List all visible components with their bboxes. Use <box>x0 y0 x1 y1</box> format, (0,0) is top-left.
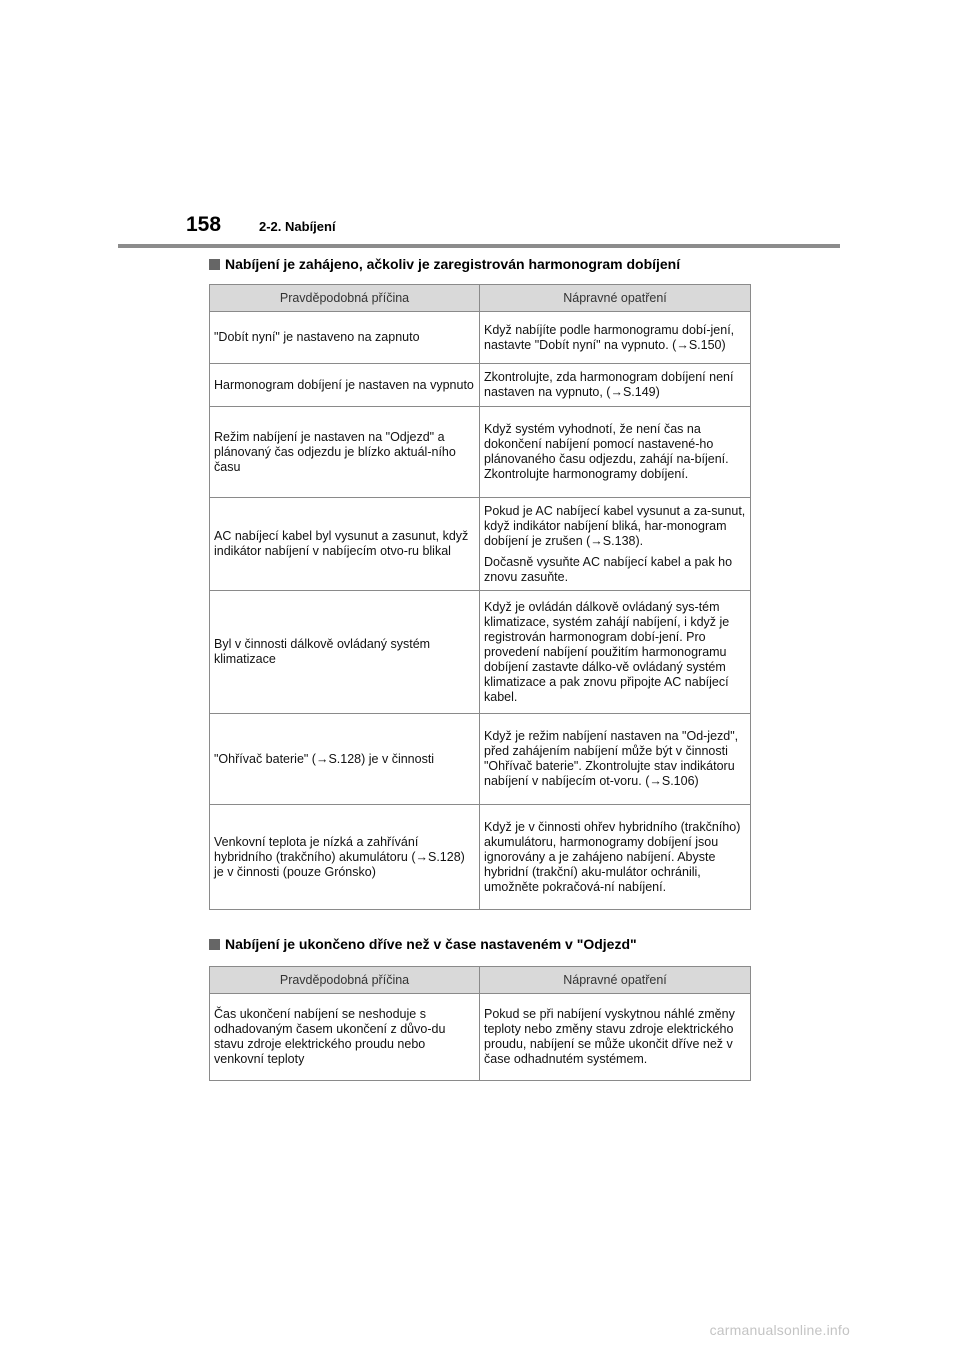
section-heading <box>209 936 637 952</box>
remedy-cell <box>480 805 751 910</box>
remedy-text: Zkontrolujte, zda harmonogram dobíjení není nastaven na vypnuto, (→S.149) <box>484 370 734 399</box>
cause-cell: AC nabíjecí kabel byl vysunut a zasunut, když indikátor nabíjení v nabíjecím otvo-ru blikal <box>210 498 480 591</box>
causes-table-charging-started <box>209 284 751 910</box>
table-row <box>210 591 751 714</box>
cause-cell: Režim nabíjení je nastaven na "Odjezd" a plánovaný čas odjezdu je blízko aktuál-ního času <box>210 407 480 498</box>
section-label: 2-2. Nabíjení <box>259 219 336 234</box>
cause-cell: Harmonogram dobíjení je nastaven na vypnuto <box>210 364 480 407</box>
remedy-cell <box>480 714 751 805</box>
table-header-row <box>210 285 751 312</box>
remedy-cell <box>480 591 751 714</box>
table-row <box>210 805 751 910</box>
cause-cell: "Ohřívač baterie" (→S.128) je v činnosti <box>210 714 480 805</box>
remedy-text: Když je režim nabíjení nastaven na "Od-jezd", před zahájením nabíjení může být v činnosti "Ohřívač baterie". Zkontrolujte stav indikátoru nabíjení v nabíjecím ot-voru. (→S.106) <box>484 729 739 788</box>
remedy-text: Pokud je AC nabíjecí kabel vysunut a za-sunut, když indikátor nabíjení bliká, har-monogram dobíjení je zrušen (→S.138). <box>484 503 746 548</box>
remedy-text: Dočasně vysuňte AC nabíjecí kabel a pak ho znovu zasuňte. <box>484 554 733 584</box>
table-row <box>210 498 751 591</box>
table-row <box>210 407 751 498</box>
section-heading-text: Nabíjení je zahájeno, ačkoliv je zaregistrován harmonogram dobíjení <box>225 256 681 272</box>
remedy-text: Když nabíjíte podle harmonogramu dobí-jení, nastavte "Dobít nyní" na vypnuto. (→S.150) <box>484 322 735 352</box>
square-bullet-icon <box>209 939 220 950</box>
table-row <box>210 994 751 1081</box>
remedy-cell <box>480 498 751 591</box>
cause-cell: Venkovní teplota je nízká a zahřívání hybridního (trakčního) akumulátoru (→S.128) je v činnosti (pouze Grónsko) <box>210 805 480 910</box>
table-row <box>210 364 751 407</box>
remedy-cell <box>480 407 751 498</box>
remedy-cell <box>480 364 751 407</box>
section-heading-text: Nabíjení je ukončeno dříve než v čase nastaveném v "Odjezd" <box>225 936 637 952</box>
causes-table-charging-ended-early <box>209 966 751 1081</box>
cause-cell: Čas ukončení nabíjení se neshoduje s odhadovaným časem ukončení z důvo-du stavu zdroje elektrického proudu nebo venkovní teploty <box>210 994 480 1081</box>
table-row <box>210 714 751 805</box>
cause-cell: Byl v činnosti dálkově ovládaný systém klimatizace <box>210 591 480 714</box>
column-header-cause: Pravděpodobná příčina <box>210 967 480 994</box>
remedy-cell <box>480 994 751 1081</box>
remedy-cell <box>480 312 751 364</box>
remedy-text: Když systém vyhodnotí, že není čas na dokončení nabíjení pomocí nastavené-ho plánovaného času odjezdu, zahájí na-bíjení. Zkontrolujte harmonogramy dobíjení. <box>484 422 729 481</box>
column-header-remedy: Nápravné opatření <box>480 967 751 994</box>
section-heading <box>209 256 680 272</box>
header-rule <box>118 244 840 248</box>
watermark: carmanualsonline.info <box>709 1322 850 1338</box>
square-bullet-icon <box>209 259 220 270</box>
cause-cell: "Dobít nyní" je nastaveno na zapnuto <box>210 312 480 364</box>
page-number: 158 <box>186 213 222 236</box>
table-header-row <box>210 967 751 994</box>
column-header-remedy: Nápravné opatření <box>480 285 751 312</box>
remedy-text: Pokud se při nabíjení vyskytnou náhlé změny teploty nebo změny stavu zdroje elektrického proudu, nabíjení se může ukončit dříve než v čase odhadnutém systémem. <box>484 1007 735 1066</box>
remedy-text: Když je v činnosti ohřev hybridního (trakčního) akumulátoru, harmonogramy dobíjení jsou ignorovány a je zahájeno nabíjení. Abyste hybridní (trakční) aku-mulátor ochránili, umožněte pokračová-ní nabíjení. <box>484 819 741 894</box>
column-header-cause: Pravděpodobná příčina <box>210 285 480 312</box>
remedy-text: Když je ovládán dálkově ovládaný sys-tém klimatizace, systém zahájí nabíjení, i když je registrován harmonogram dobí-jení. Pro provedení nabíjení použitím harmonogramu dobíjení zastavte dálko-vě ovládaný systém klimatizace a pak znovu připojte AC nabíjecí kabel. <box>484 599 730 704</box>
table-row <box>210 312 751 364</box>
